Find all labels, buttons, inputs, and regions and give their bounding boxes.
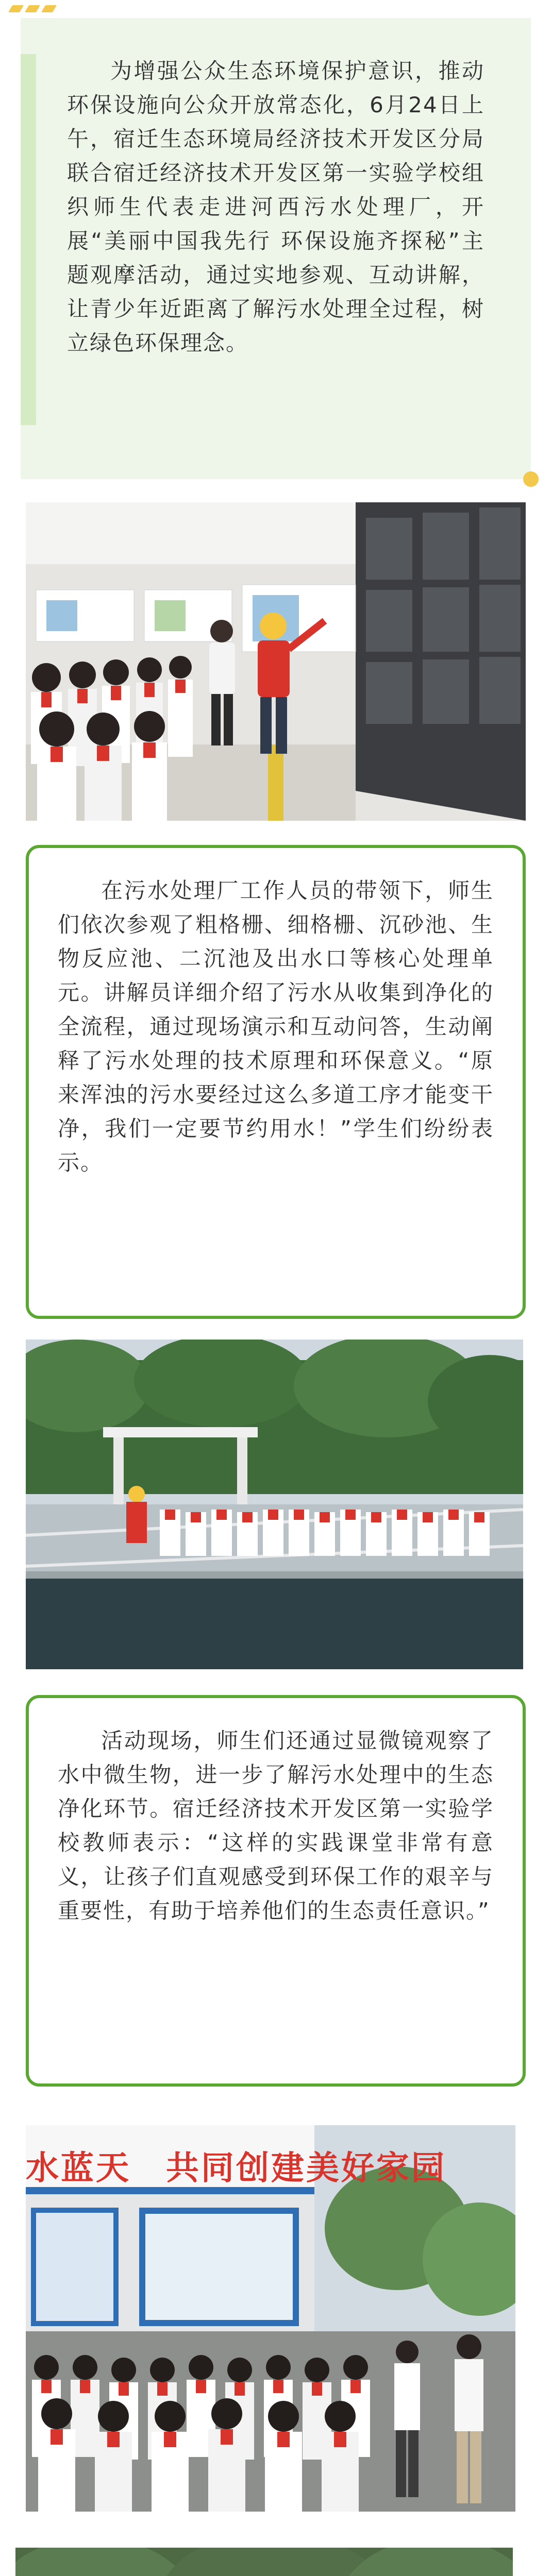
intro-card — [21, 18, 531, 479]
microscope-paragraph: 活动现场，师生们还通过显微镜观察了水中微生物，进一步了解污水处理中的生态净化环节。宿迁经济技术开发区第一实验学校教师表示：“这样的实践课堂非常有意义，让孩子们直观感受到环保工作的艰辛与重要性，有助于培养他们的生态责任意识。” — [58, 1728, 494, 1923]
photo-signboard-group — [26, 2125, 515, 2512]
tour-paragraph: 在污水处理厂工作人员的带领下，师生们依次参观了粗格栅、细格栅、沉砂池、生物反应池、二沉池及出水口等核心处理单元。讲解员详细介绍了污水从收集到净化的全流程，通过现场演示和互动问答，生动阐释了污水处理的技术原理和环保意义。“原来浑浊的污水要经过这么多道工序才能变干净，我们一定要节约用水！”学生们纷纷表示。 — [58, 878, 494, 1175]
photo-lab-visit — [26, 502, 526, 821]
intro-paragraph: 为增强公众生态环境保护意识，推动环保设施向公众开放常态化，6月24日上午，宿迁生态环境局经济技术开发区分局联合宿迁经济技术开发区第一实验学校组织师生代表走进河西污水处理厂，开展“美丽中国我先行 环保设施齐探秘”主题观摩活动，通过实地参观、互动讲解，让青少年近距离了解污水处理全过程，树立绿色环保理念。 — [67, 58, 484, 355]
photo-outdoor-tanks-illustration — [26, 1340, 523, 1669]
photo-lab-visit-illustration — [26, 502, 526, 821]
decor-dot — [523, 471, 539, 487]
signboard-slogan: 水蓝天 共同创建美好家园 — [26, 2149, 446, 2188]
microscope-card — [26, 1695, 526, 2087]
photo-walkway — [15, 2548, 513, 2576]
decor-stripe — [21, 54, 36, 425]
photo-walkway-illustration — [15, 2548, 513, 2576]
decor-dashes — [10, 5, 55, 12]
tour-card — [26, 845, 526, 1319]
photo-outdoor-tanks — [26, 1340, 523, 1669]
